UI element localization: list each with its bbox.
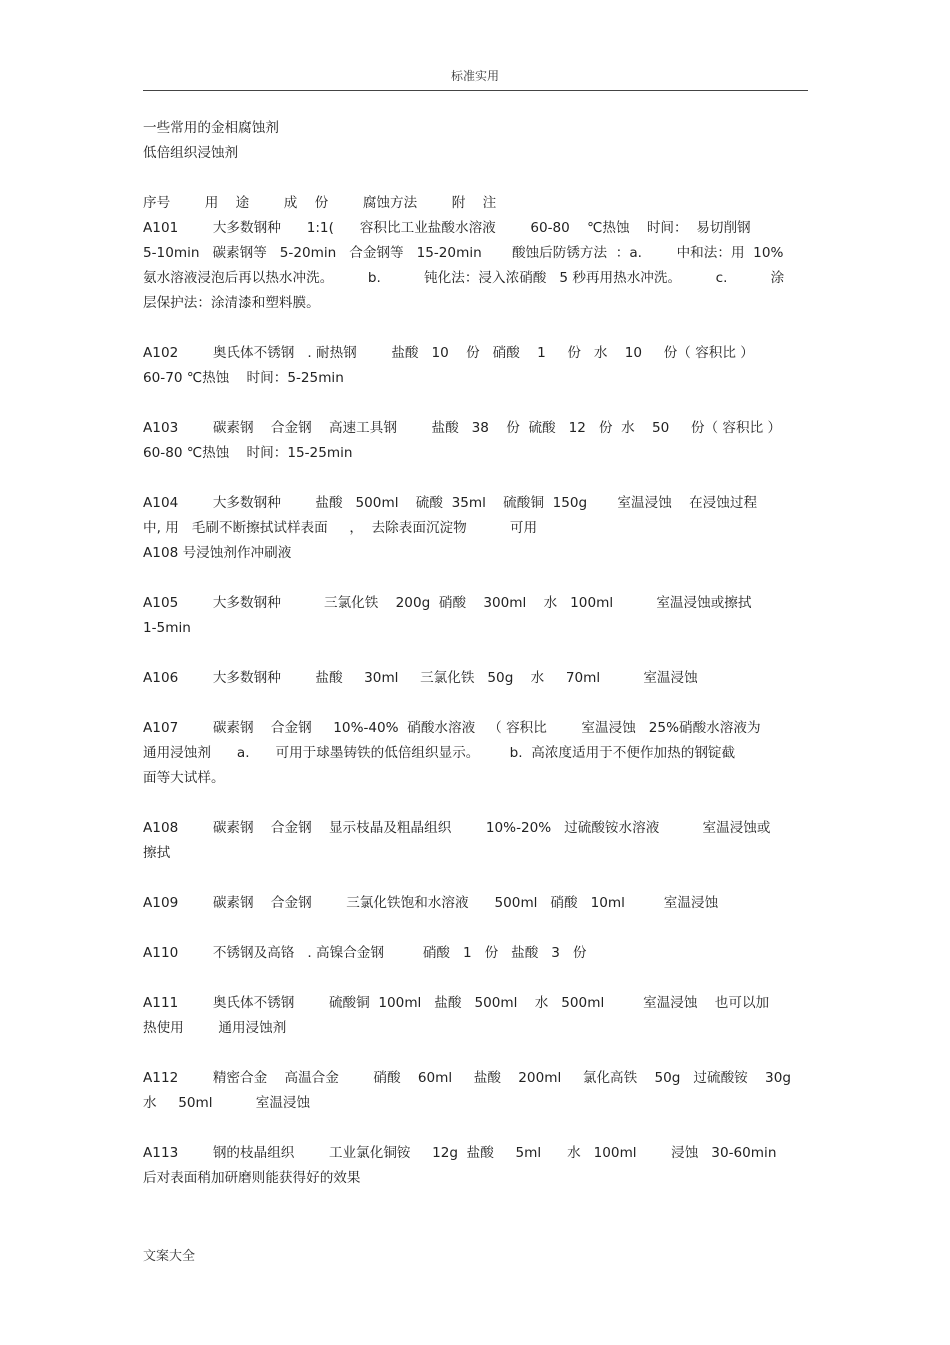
text-line: 氨水溶液浸泡后再以热水冲洗。 b. 钝化法：浸入浓硝酸 5 秒再用热水冲洗。 c. 涂 bbox=[143, 270, 785, 286]
blank-line bbox=[143, 691, 808, 716]
text-line: 中, 用 毛刷不断擦拭试样表面 ， 去除表面沉淀物 可用 bbox=[143, 520, 538, 536]
text-line: 1-5min bbox=[143, 620, 191, 636]
text-line: A113 钢的枝晶组织 工业氯化铜铵 12g 盐酸 5ml 水 100ml 浸蚀 30-60min bbox=[143, 1145, 777, 1161]
text-line: A102 奥氏体不锈钢 . 耐热钢 盐酸 10 份 硝酸 1 份 水 10 份（ 容积比 ） bbox=[143, 345, 754, 361]
blank-line bbox=[143, 1041, 808, 1066]
text-line: A110 不锈钢及高铬 . 高镍合金钢 硝酸 1 份 盐酸 3 份 bbox=[143, 945, 587, 961]
text-line: 热使用 通用浸蚀剂 bbox=[143, 1020, 287, 1036]
text-line: 擦拭 bbox=[143, 845, 171, 861]
blank-line bbox=[143, 391, 808, 416]
blank-line bbox=[143, 1116, 808, 1141]
document-body bbox=[143, 116, 808, 1191]
text-line: A101 大多数钢种 1:1( 容积比工业盐酸水溶液 60-80 ℃热蚀 时间： 易切削钢 bbox=[143, 220, 751, 236]
blank-line bbox=[143, 866, 808, 891]
text-line: A107 碳素钢 合金钢 10%-40% 硝酸水溶液 （ 容积比 室温浸蚀 25%硝酸水溶液为 bbox=[143, 720, 761, 736]
text-line: 后对表面稍加研磨则能获得好的效果 bbox=[143, 1170, 361, 1186]
blank-line bbox=[143, 791, 808, 816]
text-line: A103 碳素钢 合金钢 高速工具钢 盐酸 38 份 硫酸 12 份 水 50 份（ 容积比 ） bbox=[143, 420, 782, 436]
text-line: 低倍组织浸蚀剂 bbox=[143, 145, 239, 161]
text-line: 面等大试样。 bbox=[143, 770, 225, 786]
text-line: 5-10min 碳素钢等 5-20min 合金钢等 15-20min 酸蚀后防锈方法 ：a. 中和法：用 10% bbox=[143, 245, 784, 261]
page-header: 标准实用 bbox=[450, 69, 499, 83]
page-footer: 文案大全 bbox=[143, 1249, 196, 1264]
blank-line bbox=[143, 316, 808, 341]
text-line: A111 奥氏体不锈钢 硫酸铜 100ml 盐酸 500ml 水 500ml 室温浸蚀 也可以加 bbox=[143, 995, 770, 1011]
blank-line bbox=[143, 566, 808, 591]
text-line: A108 碳素钢 合金钢 显示枝晶及粗晶组织 10%-20% 过硫酸铵水溶液 室温浸蚀或 bbox=[143, 820, 771, 836]
text-line: A112 精密合金 高温合金 硝酸 60ml 盐酸 200ml 氯化高铁 50g 过硫酸铵 30g bbox=[143, 1070, 791, 1086]
text-line: 层保护法：涂清漆和塑料膜。 bbox=[143, 295, 320, 311]
text-line: A108 号浸蚀剂作冲刷液 bbox=[143, 545, 292, 561]
text-line: 水 50ml 室温浸蚀 bbox=[143, 1095, 311, 1111]
header-rule bbox=[143, 90, 808, 91]
blank-line bbox=[143, 166, 808, 191]
blank-line bbox=[143, 916, 808, 941]
text-line: A105 大多数钢种 三氯化铁 200g 硝酸 300ml 水 100ml 室温浸蚀或擦拭 bbox=[143, 595, 752, 611]
blank-line bbox=[143, 466, 808, 491]
text-line: 一些常用的金相腐蚀剂 bbox=[143, 120, 279, 136]
text-line: A109 碳素钢 合金钢 三氯化铁饱和水溶液 500ml 硝酸 10ml 室温浸蚀 bbox=[143, 895, 719, 911]
text-line: 序号 用 途 成 份 腐蚀方法 附 注 bbox=[143, 195, 497, 211]
text-line: A106 大多数钢种 盐酸 30ml 三氯化铁 50g 水 70ml 室温浸蚀 bbox=[143, 670, 698, 686]
text-line: 通用浸蚀剂 a. 可用于球墨铸铁的低倍组织显示。 b. 高浓度适用于不便作加热的钢锭截 bbox=[143, 745, 736, 761]
blank-line bbox=[143, 641, 808, 666]
text-line: A104 大多数钢种 盐酸 500ml 硫酸 35ml 硫酸铜 150g 室温浸蚀 在浸蚀过程 bbox=[143, 495, 758, 511]
text-line: 60-80 ℃热蚀 时间：15-25min bbox=[143, 445, 353, 461]
text-line: 60-70 ℃热蚀 时间：5-25min bbox=[143, 370, 344, 386]
blank-line bbox=[143, 966, 808, 991]
